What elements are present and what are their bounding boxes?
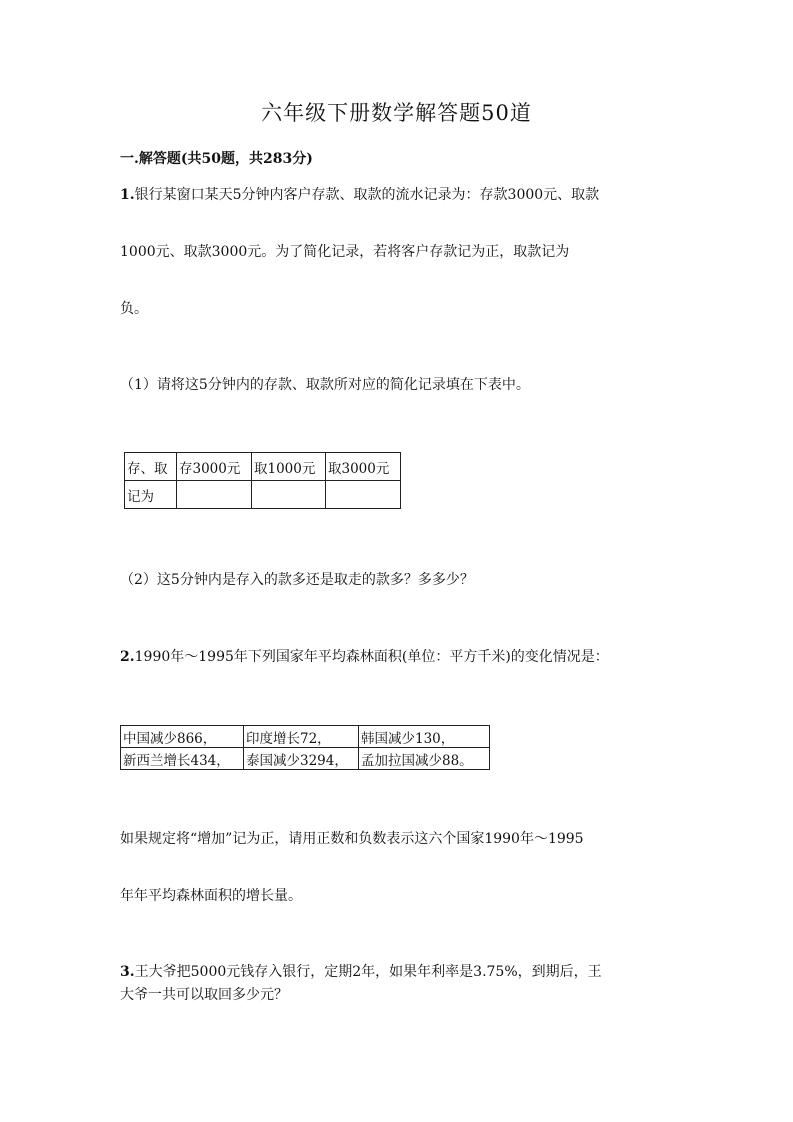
question-3-line-1 bbox=[120, 962, 602, 982]
question-1-sub-1: （1）请将这5分钟内的存款、取款所对应的简化记录填在下表中。 bbox=[120, 377, 530, 393]
page-title: 六年级下册数学解答题50道 bbox=[261, 101, 532, 125]
question-2-number: 2. bbox=[120, 649, 135, 665]
question-1-line-3: 负。 bbox=[120, 301, 148, 317]
table-cell: 记为 bbox=[125, 481, 177, 509]
deposit-record-table bbox=[124, 452, 401, 509]
question-1-line-1 bbox=[120, 185, 599, 205]
question-2-line-3: 年年平均森林面积的增长量。 bbox=[120, 888, 302, 904]
question-1-number: 1. bbox=[120, 187, 135, 203]
forest-change-table bbox=[120, 725, 490, 770]
table-cell: 泰国减少3294， bbox=[244, 748, 359, 770]
question-1-text-1: 银行某窗口某天5分钟内客户存款、取款的流水记录为：存款3000元、取款 bbox=[134, 187, 600, 203]
table-row bbox=[121, 726, 490, 748]
table-answer-cell bbox=[252, 481, 326, 509]
question-2-text-1: 1990年～1995年下列国家年平均森林面积(单位：平方千米)的变化情况是： bbox=[134, 649, 609, 665]
table-cell: 新西兰增长434， bbox=[121, 748, 244, 770]
table-answer-cell bbox=[326, 481, 401, 509]
table-row bbox=[121, 748, 490, 770]
table-cell: 取1000元 bbox=[252, 453, 326, 481]
question-1-line-2: 1000元、取款3000元。为了简化记录，若将客户存款记为正，取款记为 bbox=[120, 244, 570, 260]
table-cell: 存、取 bbox=[125, 453, 177, 481]
question-3-text-1: 王大爷把5000元钱存入银行，定期2年，如果年利率是3.75%，到期后，王 bbox=[134, 964, 602, 980]
table-cell: 存3000元 bbox=[177, 453, 252, 481]
question-3-line-2: 大爷一共可以取回多少元？ bbox=[120, 987, 288, 1003]
table-cell: 韩国减少130， bbox=[359, 726, 490, 748]
table-cell: 中国减少866， bbox=[121, 726, 244, 748]
section-heading: 一.解答题(共50题，共283分) bbox=[120, 151, 313, 167]
question-2-line-1 bbox=[120, 647, 609, 667]
table-cell: 孟加拉国减少88。 bbox=[359, 748, 490, 770]
table-cell: 取3000元 bbox=[326, 453, 401, 481]
table-row bbox=[125, 453, 401, 481]
table-cell: 印度增长72， bbox=[244, 726, 359, 748]
question-1-sub-2: （2）这5分钟内是存入的款多还是取走的款多？多多少？ bbox=[120, 572, 474, 588]
question-3-number: 3. bbox=[120, 964, 135, 980]
table-answer-cell bbox=[177, 481, 252, 509]
question-2-line-2: 如果规定将“增加”记为正，请用正数和负数表示这六个国家1990年～1995 bbox=[120, 831, 584, 847]
table-row bbox=[125, 481, 401, 509]
